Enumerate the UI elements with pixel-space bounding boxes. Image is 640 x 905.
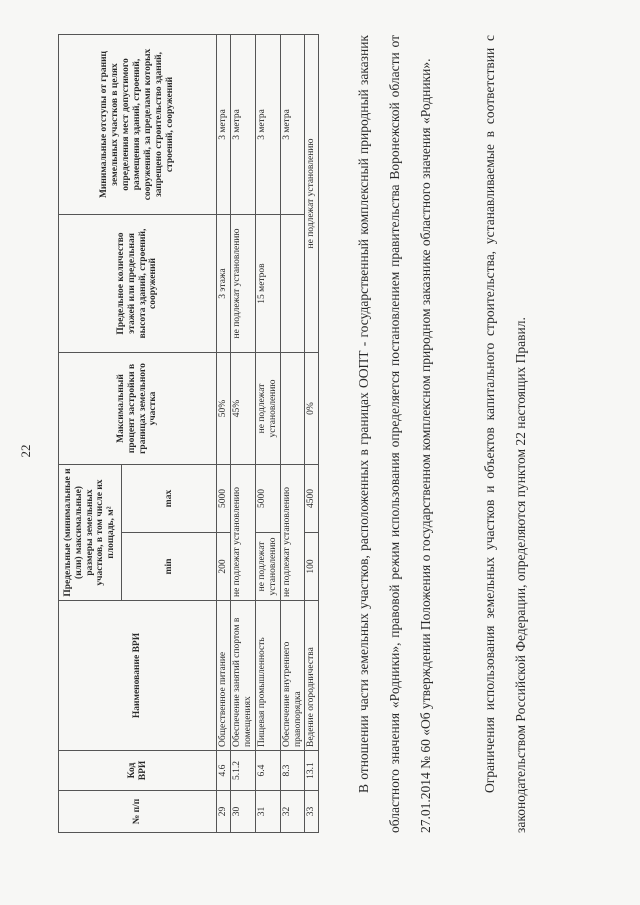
header-size: Предельные (минимальные и (или) максимальные) размеры земельных участков, в том числе их площадь, м² (59, 465, 122, 601)
row-floors: не подлежат установлению (230, 215, 255, 353)
row-num: 31 (255, 791, 280, 833)
row-name: Обеспечение внутреннего правопорядка (280, 601, 305, 751)
header-code: Код ВРИ (59, 751, 217, 791)
row-code: 8.3 (280, 751, 305, 791)
row-floors-setback-merged: не подлежат установлению (305, 35, 319, 353)
row-name: Общественное питание (217, 601, 231, 751)
row-percent: 50% (217, 353, 231, 465)
paragraph-oopt (348, 35, 441, 833)
paragraph-restrictions-text: Ограничения использования земельных участков и объектов капитального строительства, устанавливаемые в соответствии с законодательством Российской Федерации, определяются пунктом 22 настоящих Правил. (481, 35, 528, 833)
row-min: 100 (305, 533, 319, 601)
row-name: Обеспечение занятий спортом в помещениях (230, 601, 255, 751)
row-max: 5000 (217, 465, 231, 533)
header-setback: Минимальные отступы от границ земельных участков в целях определения мест допустимого размещения зданий, строений, сооружений, за пределами которых запрещено строительство зданий, строений, сооружений (59, 35, 217, 215)
paragraph-oopt-text: В отношении части земельных участков, расположенных в границах ООПТ - государственный комплексный природный заказник областного значения «Родники», правовой режим использования определяется постановлением правительства Воронежской области от 27.01.2014 № 60 «Об утверждении Положения о государственном комплексном природном заказнике областного значения «Родники». (355, 35, 433, 833)
row-code: 13.1 (305, 751, 319, 791)
row-floors: 15 метров (255, 215, 280, 353)
row-code: 6.4 (255, 751, 280, 791)
row-setback: 3 метра (280, 35, 305, 215)
row-percent-empty (280, 353, 305, 465)
row-max: 5000 (255, 465, 280, 533)
paragraph-restrictions (474, 35, 536, 833)
row-name: Пищевая промышленность (255, 601, 280, 751)
header-percent: Максимальный процент застройки в границах земельного участка (59, 353, 217, 465)
row-percent: 45% (230, 353, 255, 465)
row-floors-empty (280, 215, 305, 353)
row-max: 4500 (305, 465, 319, 533)
row-code: 4.6 (217, 751, 231, 791)
row-setback: 3 метра (255, 35, 280, 215)
table-row (305, 35, 319, 833)
row-num: 29 (217, 791, 231, 833)
row-floors: 3 этажа (217, 215, 231, 353)
row-num: 30 (230, 791, 255, 833)
header-name: Наименование ВРИ (59, 601, 217, 751)
header-floors: Предельное количество этажей или предельная высота зданий, строений, сооружений (59, 215, 217, 353)
table-row (255, 35, 280, 833)
row-percent: не подлежат установлению (255, 353, 280, 465)
header-min: min (122, 533, 217, 601)
page-number: 22 (18, 444, 33, 458)
row-setback: 3 метра (230, 35, 255, 215)
row-size-merged: не подлежат установлению (280, 465, 305, 601)
row-percent: 0% (305, 353, 319, 465)
table-row (217, 35, 231, 833)
header-max: max (122, 465, 217, 533)
row-min: 200 (217, 533, 231, 601)
row-size-merged: не подлежат установлению (230, 465, 255, 601)
vri-table (58, 34, 319, 833)
row-num: 32 (280, 791, 305, 833)
row-num: 33 (305, 791, 319, 833)
row-setback: 3 метра (217, 35, 231, 215)
table-row (230, 35, 255, 833)
header-num: № п/п (59, 791, 217, 833)
row-name: Ведение огородничества (305, 601, 319, 751)
table-row (280, 35, 305, 833)
row-code: 5.1.2 (230, 751, 255, 791)
row-min: не подлежат установлению (255, 533, 280, 601)
